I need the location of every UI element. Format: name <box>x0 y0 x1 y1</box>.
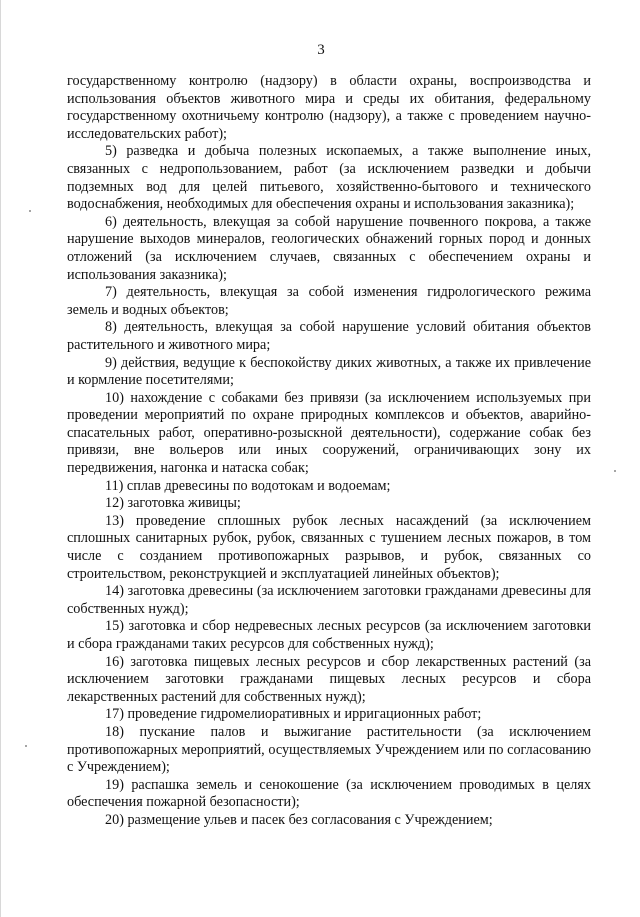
paragraph-item-18: 18) пускание палов и выжигание растительности (за исключением противопожарных мероприятий, осуществляемых Учреждением или по согласованию с Учреждением); <box>67 723 591 776</box>
paragraph-item-7: 7) деятельность, влекущая за собой изменения гидрологического режима земель и водных объектов; <box>67 284 591 318</box>
paragraph-item-17: 17) проведение гидромелиоративных и ирригационных работ; <box>105 706 482 723</box>
paragraph-item-19: 19) распашка земель и сенокошение (за исключением проводимых в целях обеспечения пожарной безопасности); <box>67 776 591 811</box>
paragraph-item-8: 8) деятельность, влекущая за собой нарушение условий обитания объектов растительного и животного мира; <box>67 319 591 353</box>
paragraph-item-11: 11) сплав древесины по водотокам и водоемам; <box>105 477 391 494</box>
paragraph-item-20: 20) размещение ульев и пасек без согласования с Учреждением; <box>105 811 493 828</box>
paragraph-item-9: 9) действия, ведущие к беспокойству диких животных, а также их привлечение и кормление посетителями; <box>67 354 591 389</box>
scan-speck <box>614 470 616 472</box>
paragraph-item-10: 10) нахождение с собаками без привязи (за исключением используемых при проведении мероприятий по охране природных комплексов и объектов, аварийно-спасательных работ, оперативно-розыскной деятельности), содержание собак без привязи, вне вольеров или иных сооружений, ограничивающих зону их передвижения, нагонка и натаска собак; <box>67 389 591 477</box>
paragraph-item-5: 5) разведка и добыча полезных ископаемых, а также выполнение иных, связанных с недропользованием, работ (за исключением разведки и добычи подземных вод для целей питьевого, хозяйственно-бытового и технического водоснабжения, необходимых для обеспечения охраны и использования заказника); <box>67 143 591 213</box>
page-number: 3 <box>317 42 325 58</box>
paragraph-item-16: 16) заготовка пищевых лесных ресурсов и сбор лекарственных растений (за исключением заготовки гражданами пищевых лесных ресурсов и сбора лекарственных растений для собственных нужд); <box>67 653 591 705</box>
paragraph-item-13: 13) проведение сплошных рубок лесных насаждений (за исключением сплошных санитарных рубок, рубок, связанных с тушением лесных пожаров, в том числе с созданием противопожарных разрывов, и рубок, связанных со строительством, реконструкцией и эксплуатацией линейных объектов); <box>67 512 591 582</box>
paragraph-item-12: 12) заготовка живицы; <box>105 495 241 512</box>
scan-speck <box>25 745 27 747</box>
document-body <box>67 73 591 830</box>
paragraph-item-6: 6) деятельность, влекущая за собой нарушение почвенного покрова, а также нарушение выходов минералов, геологических обнажений горных пород и донных отложений (за исключением случаев, связанных с обеспечением охраны и использования заказника); <box>67 213 591 283</box>
scan-speck <box>29 210 31 212</box>
paragraph-continuation: государственному контролю (надзору) в области охраны, воспроизводства и использования объектов животного мира и среды их обитания, федеральному государственному охотничьему контролю (надзору), а также с проведением научно-исследовательских работ); <box>67 73 591 142</box>
paragraph-item-14: 14) заготовка древесины (за исключением заготовки гражданами древесины для собственных нужд); <box>67 583 591 617</box>
paragraph-item-15: 15) заготовка и сбор недревесных лесных ресурсов (за исключением заготовки и сбора гражданами таких ресурсов для собственных нужд); <box>67 618 591 652</box>
